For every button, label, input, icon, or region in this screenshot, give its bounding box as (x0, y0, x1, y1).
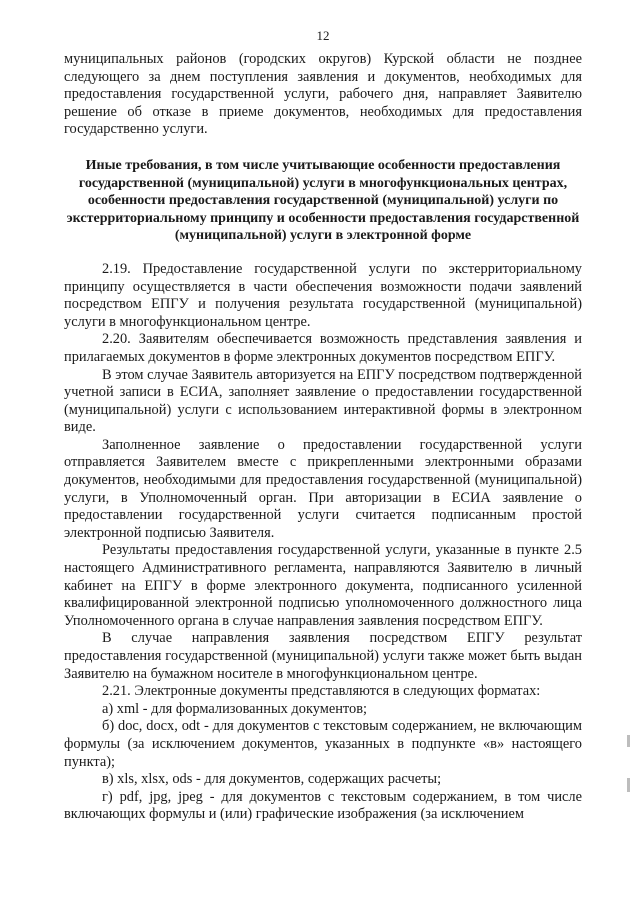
page-number: 12 (316, 28, 330, 43)
list-item-v: в) xls, xlsx, ods - для документов, содержащих расчеты; (102, 771, 442, 788)
paragraph-results: Результаты предоставления государственной услуги, указанные в пункте 2.5 настоящего Административного регламента, направляются Заявителю в личный кабинет на ЕПГУ в форме электронного документа, подписанного усиленной квалифицированной электронной подписью уполномоченного должностного лица Уполномоченного органа в случае направления заявления посредством ЕПГУ. (64, 542, 582, 629)
paragraph-paper-result: В случае направления заявления посредством ЕПГУ результат предоставления государственной (муниципальной) услуги также может быть выдан Заявителю на бумажном носителе в многофункциональном центре. (64, 630, 582, 682)
paragraph-2-19: 2.19. Предоставление государственной услуги по экстерриториальному принципу осуществляется в части обеспечения возможности подачи заявлений посредством ЕПГУ и получения результата государственной (муниципальной) услуги в многофункциональном центре. (64, 260, 582, 330)
scan-margin-mark (627, 778, 630, 792)
section-heading: Иные требования, в том числе учитывающие особенности предоставления государственной (муниципальной) услуги в многофункциональных центрах, особенности предоставления государственной (муниципальной) услуги по экстерриториальному принципу и особенности предоставления государственной (муниципальной) услуги в электронной форме (66, 157, 580, 244)
list-item-g: г) pdf, jpg, jpeg - для документов с текстовым содержанием, в том числе включающих формулы и (или) графические изображения (за исключением (64, 788, 582, 823)
paragraph-esia-authorization: В этом случае Заявитель авторизуется на ЕПГУ посредством подтвержденной учетной записи в ЕСИА, заполняет заявление о предоставлении государственной (муниципальной) услуги с использованием интерактивной формы в электронном виде. (64, 366, 582, 436)
scan-margin-mark (627, 735, 630, 747)
paragraph-continuation: муниципальных районов (городских округов) Курской области не позднее следующего за днем поступления заявления и документов, необходимых для предоставления государственной услуги, рабочего дня, направляет Заявителю решение об отказе в приеме документов, необходимых для предоставления государственно услуги. (64, 51, 582, 138)
paragraph-2-21: 2.21. Электронные документы представляются в следующих форматах: (102, 683, 541, 700)
paragraph-2-20: 2.20. Заявителям обеспечивается возможность представления заявления и прилагаемых документов в форме электронных документов посредством ЕПГУ. (64, 331, 582, 365)
list-item-b: б) doc, docx, odt - для документов с текстовым содержанием, не включающим формулы (за исключением документов, указанных в подпункте «в» настоящего пункта); (64, 718, 582, 770)
paragraph-submission: Заполненное заявление о предоставлении государственной услуги отправляется Заявителем вместе с прикрепленными электронными образами документов, необходимыми для предоставления государственной (муниципальной) услуги, в Уполномоченный орган. При авторизации в ЕСИА заявление о предоставлении государственной услуги считается подписанным простой электронной подписью Заявителя. (64, 436, 582, 541)
list-item-a: а) xml - для формализованных документов; (102, 700, 368, 717)
